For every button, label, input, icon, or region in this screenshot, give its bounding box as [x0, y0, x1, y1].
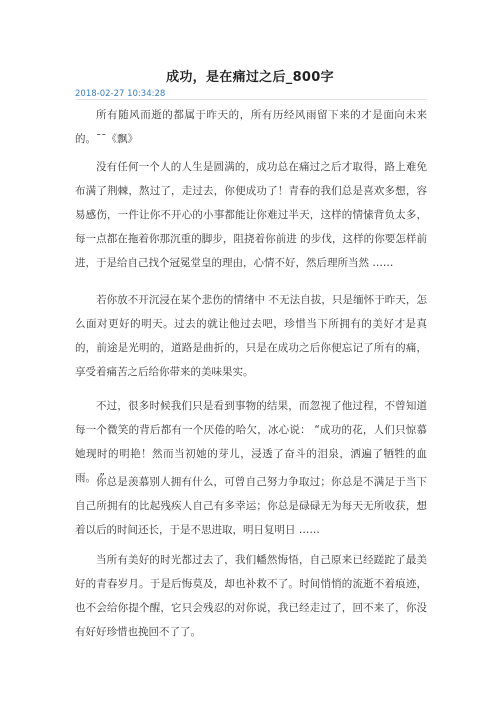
title-divider: [75, 99, 427, 100]
paragraph-body-1: 没有任何一个人的人生是圆满的，成功总在痛过之后才取得，路上难免布满了荆棘，熬过了，走过去，你便成功了！青春的我们总是喜欢多想，容易感伤，一件让你不开心的小事都能让你难过半天，这样的情愫背负太多，每一点都在拖着你那沉重的脚步，阻挠着你前进 的步伐，这样的你要怎样前进，于是给自己找个冠冕堂皇的理由，心情不好，然后理所当然 ……: [75, 161, 427, 269]
paragraph-body-3: 不过，很多时候我们只是看到事物的结果，而忽视了他过程，不曾知道每一个微笑的背后都有一个厌倦的哈欠，冰心说： “成功的花，人们只惊慕她现时的明艳！然而当初她的芽儿，浸透了奋斗的泪泉，洒遍了牺牲的血雨。 ”: [75, 400, 427, 484]
paragraph-body-2: 若你放不开沉浸在某个悲伤的情绪中 不无法自拔，只是缅怀于昨天，怎么面对更好的明天。过去的就让他过去吧，珍惜当下所拥有的美好才是真的，前途是光明的，道路是曲折的，只是在成功之后你便忘记了所有的痛，享受着痛苦之后给你带来的美味果实。: [75, 294, 427, 378]
article-title: 成功，是在痛过之后_800字: [166, 70, 334, 85]
paragraph-body-5: 当所有美好的时光都过去了，我们幡然悔悟，自己原来已经蹉跎了最美好的青春岁月。于是后悔莫及，却也补救不了。时间悄悄的流逝不着痕迹，也不会给你提个醒，它只会残忍的对你说，我已经走过了，回不来了，你没有好好珍惜也挽回不了了。: [75, 554, 427, 638]
paragraph-intro: 所有随风而逝的都属于昨天的，所有历经风雨留下来的才是面向未来的。: [75, 109, 427, 145]
paragraph-source: ¯¯《飘》: [96, 133, 138, 145]
paragraph-body-4: 你总是羡慕别人拥有什么，可曾自己努力争取过；你总是不满足于当下自己所拥有的比起残疾人自己有多幸运；你总是碌碌无为每天无所收获，想着以后的时间还长，于是不思进取，明日复明日 ……: [75, 476, 427, 536]
publish-date: 2018-02-27 10:34:28: [75, 89, 166, 99]
